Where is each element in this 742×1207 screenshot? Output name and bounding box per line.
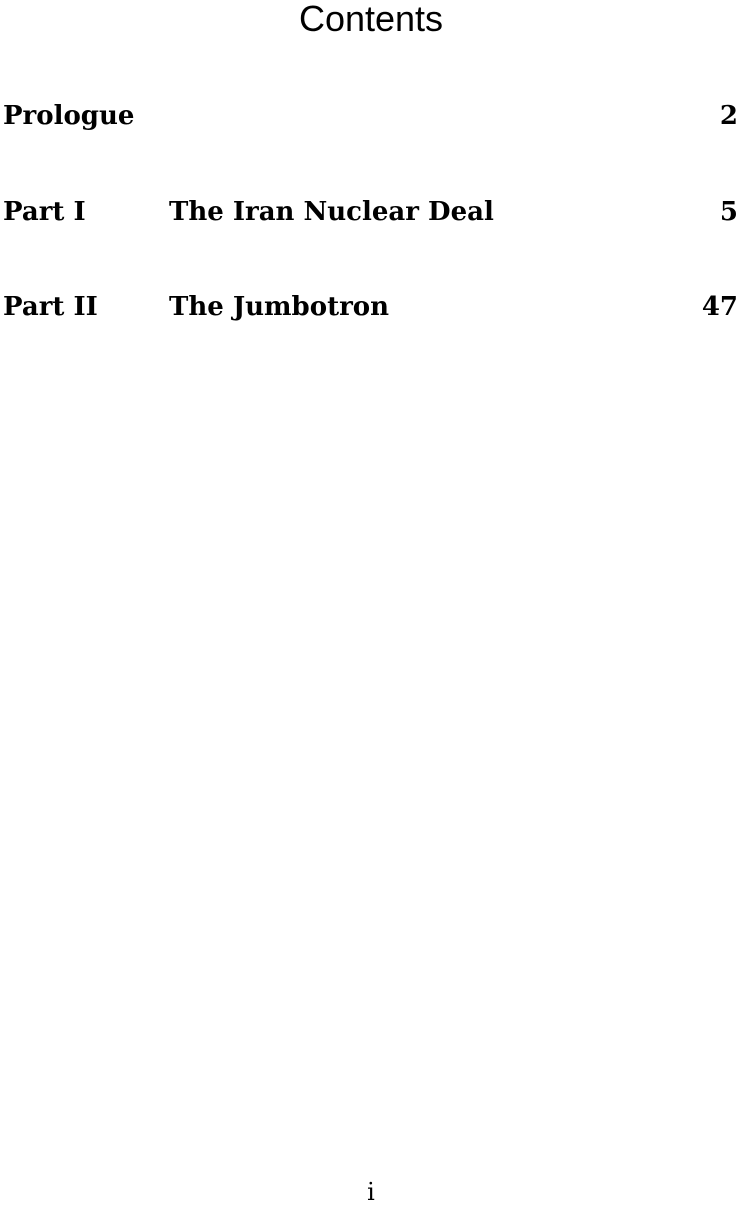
toc-entry-prologue[interactable] bbox=[3, 96, 738, 136]
toc-entry-page: 2 bbox=[719, 101, 738, 131]
page-title: Contents bbox=[298, 0, 444, 39]
toc-entry-page: 5 bbox=[719, 196, 738, 227]
toc-entry-label: Part I bbox=[3, 196, 86, 227]
toc-entry-page: 47 bbox=[701, 292, 738, 322]
toc-entry-label: Prologue bbox=[3, 101, 135, 131]
page-number: i bbox=[367, 1178, 375, 1206]
toc-entry-title: The Jumbotron bbox=[169, 292, 390, 322]
table-of-contents bbox=[3, 96, 738, 383]
toc-entry-title: The Iran Nuclear Deal bbox=[169, 196, 494, 227]
toc-entry-part-2[interactable] bbox=[3, 287, 738, 327]
toc-entry-label: Part II bbox=[3, 292, 98, 322]
toc-entry-part-1[interactable] bbox=[3, 192, 738, 232]
